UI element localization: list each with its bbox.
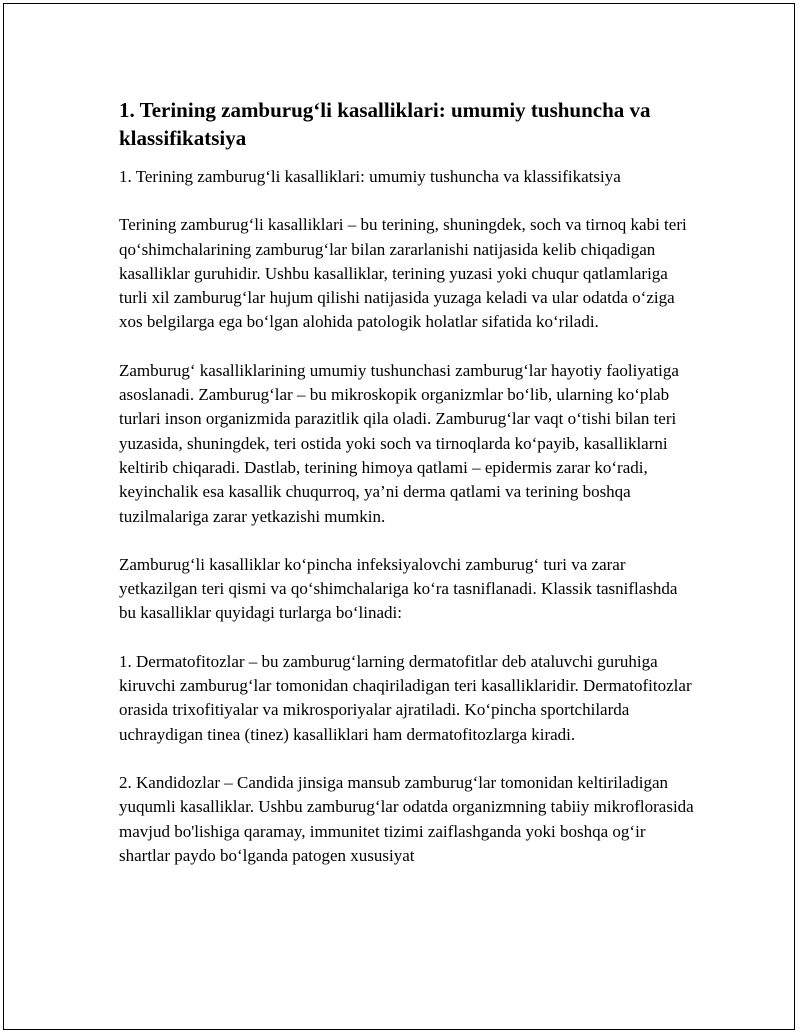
document-page [3, 3, 795, 1030]
document-subtitle: 1. Terining zamburug‘li kasalliklari: umumiy tushuncha va klassifikatsiya [119, 167, 621, 186]
paragraph-candidoses: 2. Kandidozlar – Candida jinsiga mansub zamburug‘lar tomonidan keltiriladigan yuqumli kasalliklar. Ushbu zamburug‘lar odatda organizmning tabiiy mikroflorasida mavjud bo'lishiga qaramay, immunitet tizimi zaiflashganda yoki boshqa og‘ir shartlar paydo bo‘lganda patogen xususiyat [119, 772, 694, 865]
document-body [119, 96, 694, 868]
paragraph-dermatophytoses: 1. Dermatofitozlar – bu zamburug‘larning dermatofitlar deb ataluvchi guruhiga kiruvchi zamburug‘lar tomonidan chaqiriladigan teri kasalliklaridir. Dermatofitozlar orasida trixofitiyalar va mikrosporiyalar ajratiladi. Ko‘pincha sportchilarda uchraydigan tinea (tinez) kasalliklari ham dermatofitozlarga kiradi. [119, 651, 692, 744]
document-heading: 1. Terining zamburug‘li kasalliklari: umumiy tushuncha va klassifikatsiya [119, 98, 651, 150]
paragraph-classification: Zamburug‘li kasalliklar ko‘pincha infeksiyalovchi zamburug‘ turi va zarar yetkazilgan teri qismi va qo‘shimchalariga ko‘ra tasniflanadi. Klassik tasniflashda bu kasalliklar quyidagi turlarga bo‘linadi: [119, 554, 678, 623]
paragraph-general-concept: Zamburug‘ kasalliklarining umumiy tushunchasi zamburug‘lar hayotiy faoliyatiga asoslanadi. Zamburug‘lar – bu mikroskopik organizmlar bo‘lib, ularning ko‘plab turlari inson organizmida parazitlik qila oladi. Zamburug‘lar vaqt o‘tishi bilan teri yuzasida, shuningdek, teri ostida yoki soch va tirnoqlarda ko‘payib, kasalliklarni keltirib chiqaradi. Dastlab, terining himoya qatlami – epidermis zarar ko‘radi, keyinchalik esa kasallik chuqurroq, ya’ni derma qatlami va terining boshqa tuzilmalariga zarar yetkazishi mumkin. [119, 360, 679, 526]
paragraph-definition: Terining zamburug‘li kasalliklari – bu terining, shuningdek, soch va tirnoq kabi teri qo‘shimchalarining zamburug‘lar bilan zararlanishi natijasida kelib chiqadigan kasalliklar guruhidir. Ushbu kasalliklar, terining yuzasi yoki chuqur qatlamlariga turli xil zamburug‘lar hujum qilishi natijasida yuzaga keladi va ular odatda o‘ziga xos belgilarga ega bo‘lgan alohida patologik holatlar sifatida ko‘riladi. [119, 215, 687, 332]
